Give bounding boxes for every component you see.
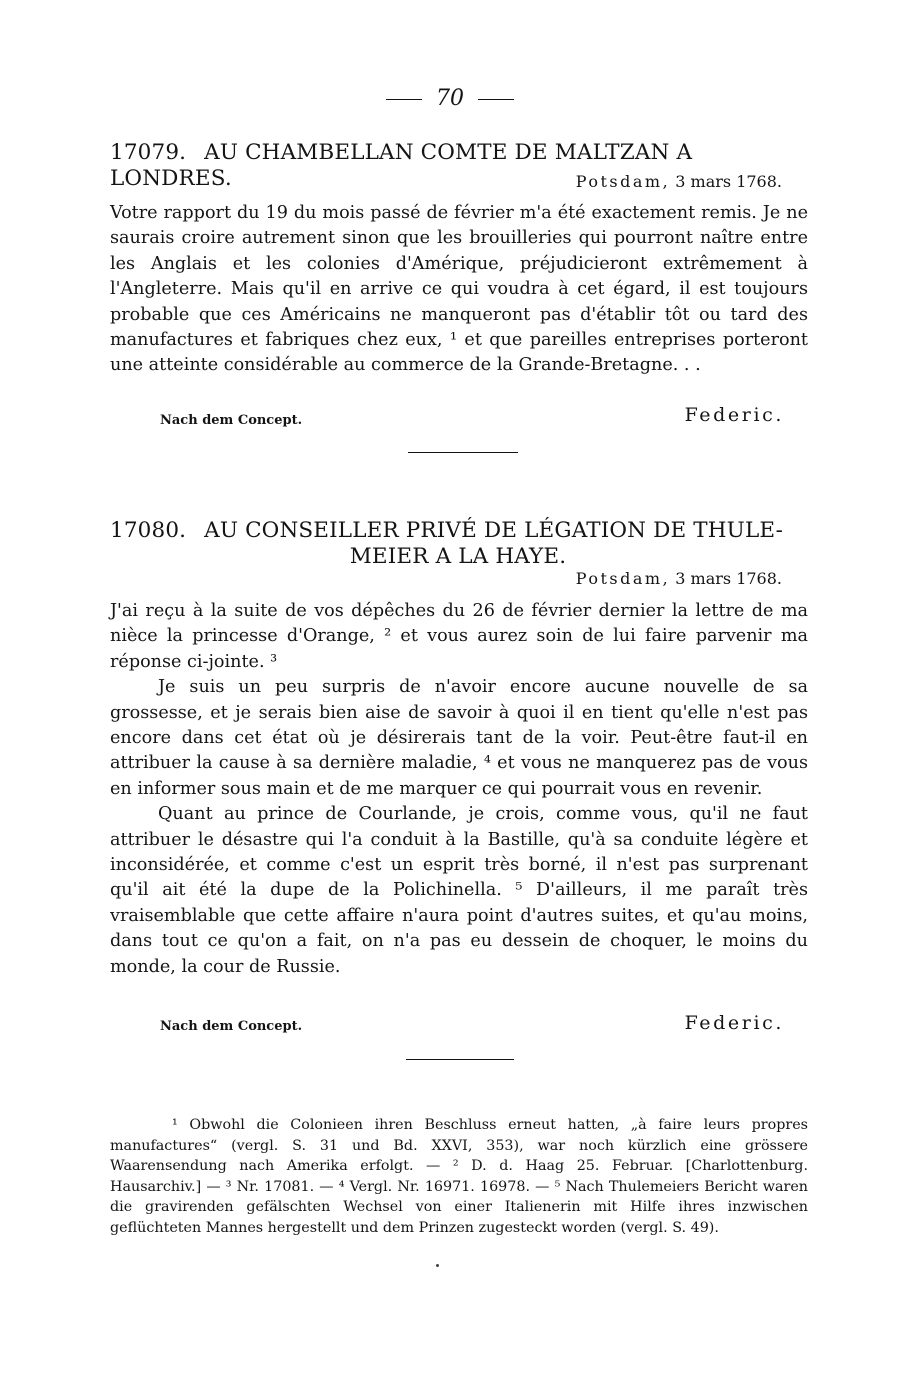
letter-heading (110, 518, 806, 570)
paragraph: Quant au prince de Courlande, je crois, comme vous, qu'il ne faut attribuer le désastre qui l'a conduit à la Bastille, qu'à sa conduite légère et inconsidérée, et comme c'est un esprit très borné, il n'est pas surprenant qu'il ait été la dupe de la Polichinella. ⁵ D'ailleurs, il me paraît très vraisemblable que cette affaire n'aura point d'autres suites, et qu'au moins, dans tout ce qu'on a fait, on n'a pas eu dessein de choquer, le moins du monde, la cour de Russie. (110, 804, 808, 977)
signature: Federic. (684, 1012, 784, 1034)
dateline-date: 3 mars 1768. (675, 172, 782, 191)
letter-number: 17080. (110, 518, 187, 543)
section-divider (406, 1059, 514, 1060)
dateline (576, 172, 782, 192)
paragraph: J'ai reçu à la suite de vos dépêches du 26 de février dernier la lettre de ma nièce la princesse d'Orange, ² et vous aurez soin de lui faire parvenir ma réponse ci-jointe. ³ (110, 601, 808, 672)
footnote-text: ¹ Obwohl die Colonieen ihren Beschluss erneut hatten, „à faire leurs propres manufactures“ (vergl. S. 31 und Bd. XXVI, 353), war noch kürzlich eine grössere Waarensendung nach Amerika erfolgt. — ² D. d. Haag 25. Februar. [Charlottenburg. Hausarchiv.] — ³ Nr. 17081. — ⁴ Vergl. Nr. 16971. 16978. — ⁵ Nach Thulemeiers Bericht waren die gravirenden gefälschten Wechsel von einer Italienerin mit Hilfe ihres inzwischen geflüchteten Mannes hergestellt und dem Prinzen zugesteckt worden (vergl. S. 49). (110, 1117, 808, 1236)
footnotes (110, 1115, 808, 1239)
letter-body (110, 201, 808, 379)
letter-title: AU CHAMBELLAN COMTE DE MALTZAN A LONDRES. (110, 140, 693, 191)
dash-left (386, 99, 422, 100)
page-number (0, 86, 900, 111)
dateline-date: 3 mars 1768. (675, 569, 782, 588)
page-number-text: 70 (436, 86, 464, 111)
signature: Federic. (684, 404, 784, 426)
letter-title-continuation: MEIER A LA HAYE. (349, 544, 567, 569)
source-note: Nach dem Concept. (160, 1019, 303, 1034)
dateline (576, 569, 782, 589)
section-divider (408, 452, 518, 453)
dash-right (478, 99, 514, 100)
paragraph: Je suis un peu surpris de n'avoir encore aucune nouvelle de sa grossesse, et je serais bien aise de savoir à quoi il en tient qu'elle n'est pas encore dans cet état où je désirerais tant de la voir. Peut-être faut-il en attribuer la cause à sa dernière maladie, ⁴ et vous ne manquerez pas de vous en informer sous main et de me marquer ce qui pourrait vous en revenir. (110, 677, 808, 799)
dateline-place: Potsdam, (575, 569, 671, 588)
letter-body (110, 599, 808, 980)
letter-number: 17079. (110, 140, 187, 165)
source-note: Nach dem Concept. (160, 413, 303, 428)
letter-title: AU CONSEILLER PRIVÉ DE LÉGATION DE THULE- (204, 518, 784, 543)
paragraph: Votre rapport du 19 du mois passé de février m'a été exactement remis. Je ne saurais croire autrement sinon que les brouilleries qui pourront naître entre les Anglais et les colonies d'Amérique, préjudicieront extrêmement à l'Angleterre. Mais qu'il en arrive ce qui voudra à cet égard, il est toujours probable que ces Américains ne manqueront pas d'établir tôt ou tard des manufactures et fabriques chez eux, ¹ et que pareilles entreprises porteront une atteinte considérable au commerce de la Grande-Bretagne. . . (110, 203, 808, 376)
dateline-place: Potsdam, (575, 172, 671, 191)
print-speck (436, 1264, 439, 1267)
